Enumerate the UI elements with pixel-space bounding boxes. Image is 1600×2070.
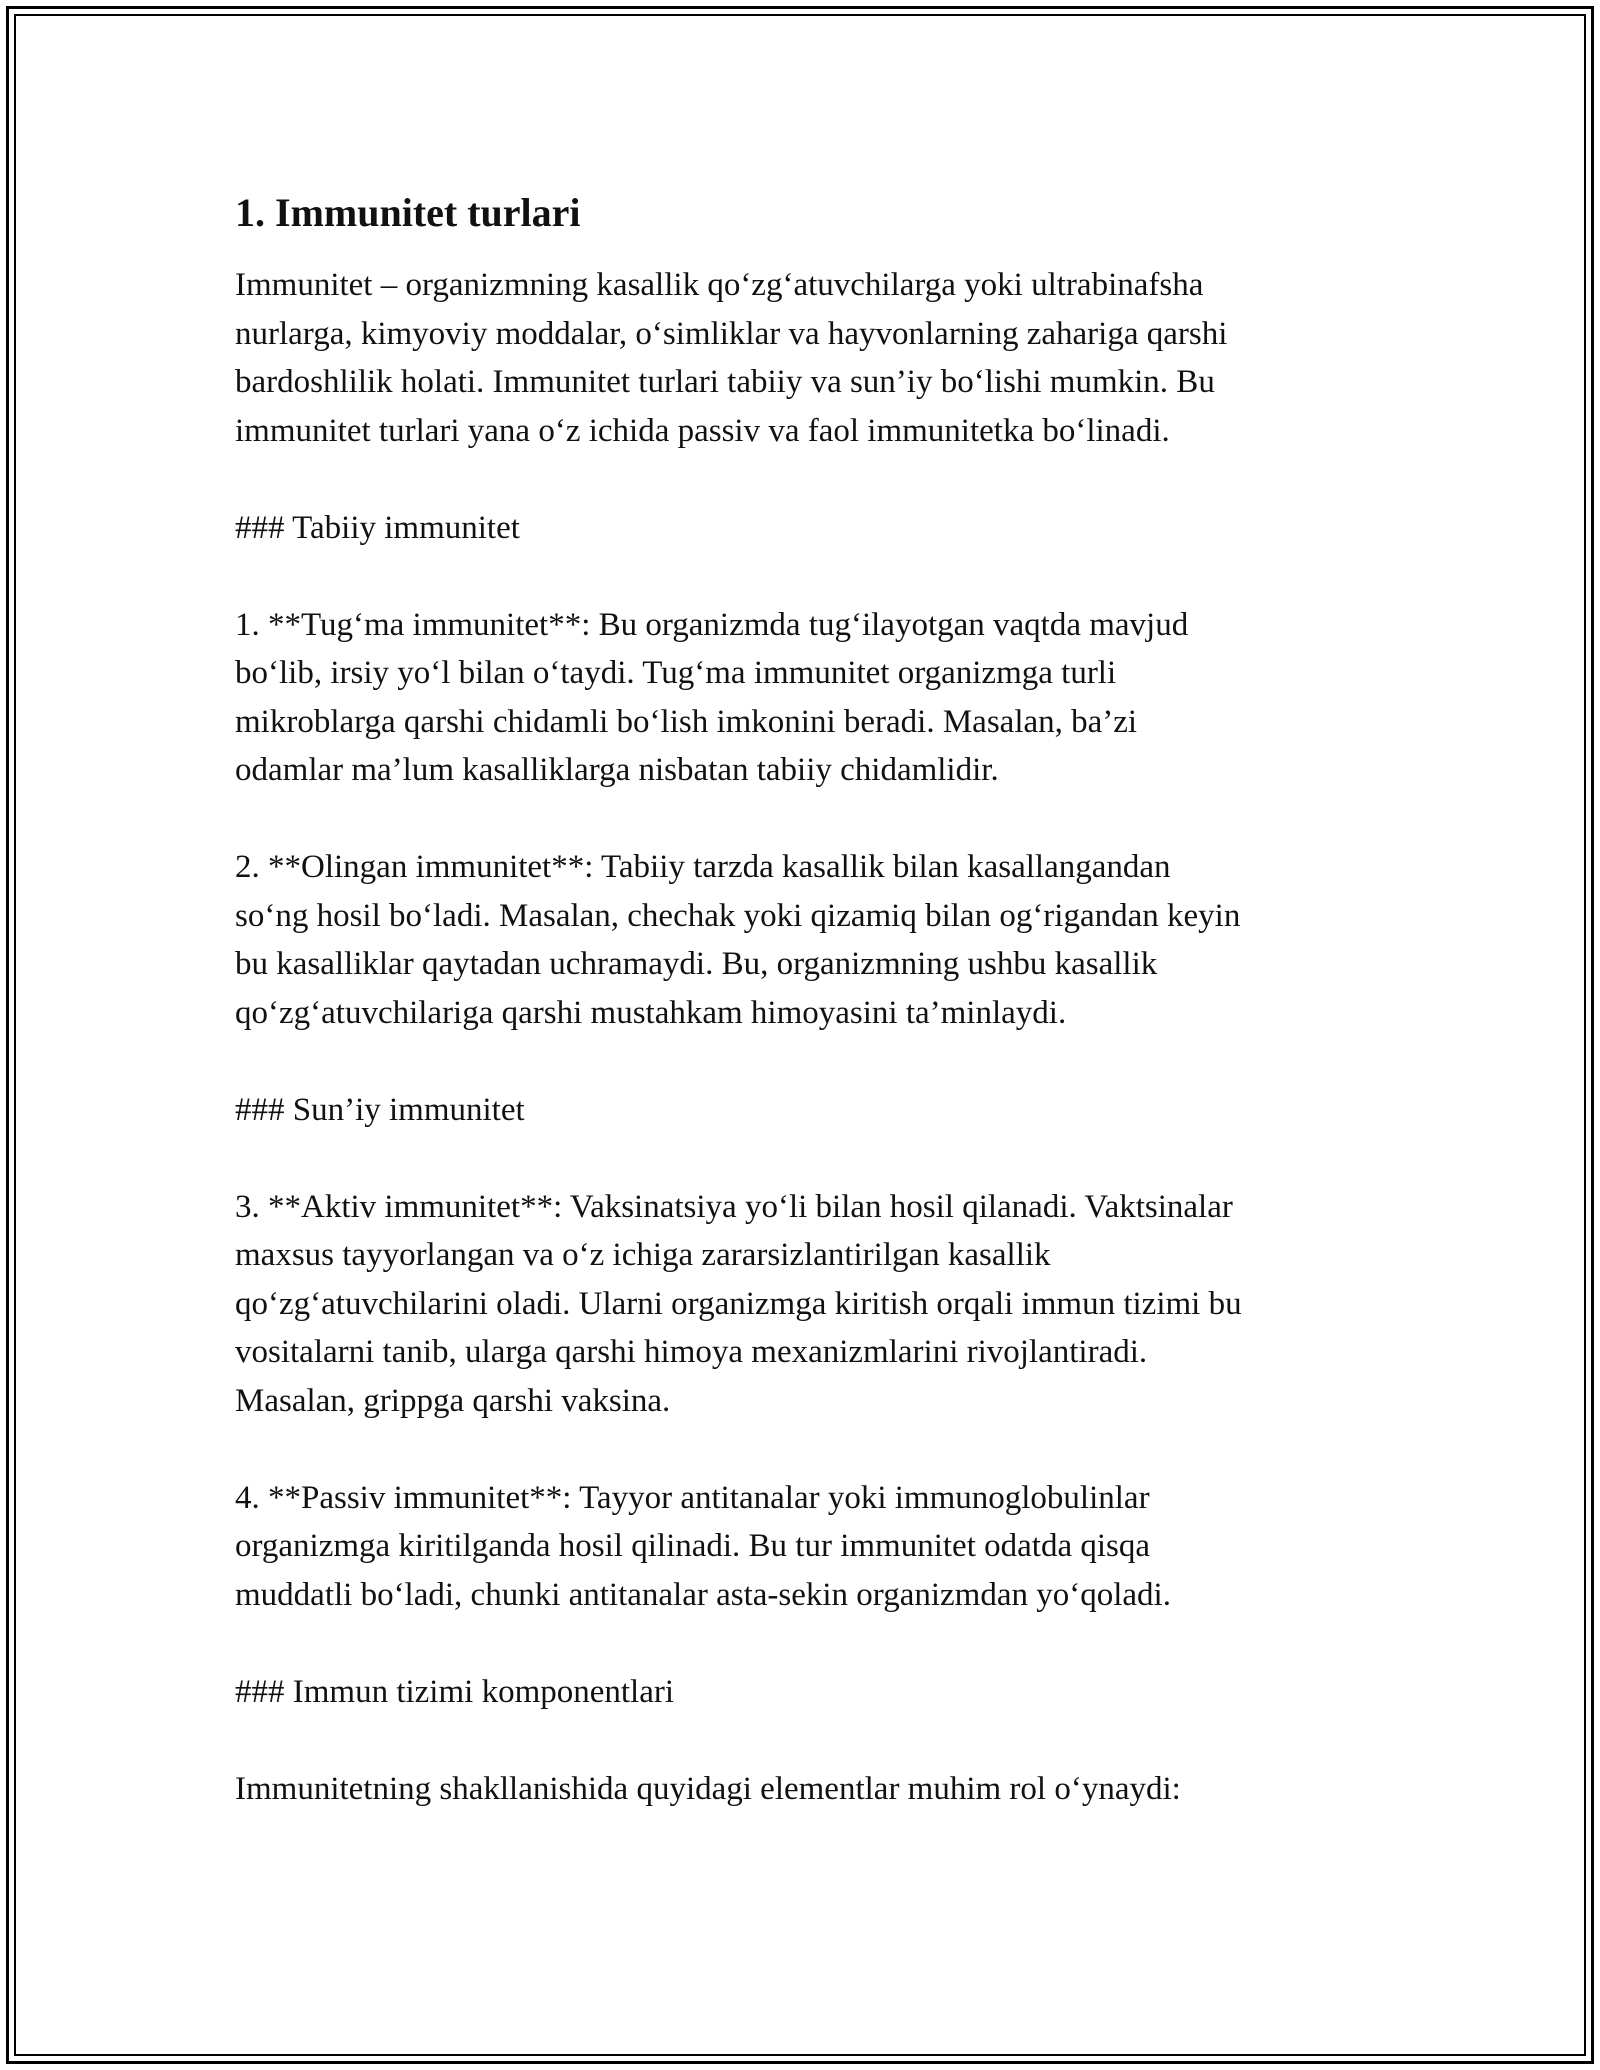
paragraph-components-intro: Immunitetning shakllanishida quyidagi elementlar muhim rol o‘ynaydi:: [235, 1770, 1181, 1807]
paragraph-active-immunity: 3. **Aktiv immunitet**: Vaksinatsiya yo‘li bilan hosil qilanadi. Vaktsinalar maxsus tayyorlangan va o‘z ichiga zararsizlantirilgan kasallik qo‘zg‘atuvchilarini oladi. Ularni organizmga kiritish orqali immun tizimi bu vositalarni tanib, ularga qarshi himoya mexanizmlarini rivojlantiradi. Masalan, grippga qarshi vaksina.: [235, 1188, 1242, 1419]
paragraph-intro: Immunitet – organizmning kasallik qo‘zg‘atuvchilarga yoki ultrabinafsha nurlarga, kimyoviy moddalar, o‘simliklar va hayvonlarning zahariga qarshi bardoshlilik holati. Immunitet turlari tabiiy va sun’iy bo‘lishi mumkin. Bu immunitet turlari yana o‘z ichida passiv va faol immunitetka bo‘linadi.: [235, 267, 1228, 449]
subheading-artificial-immunity: ### Sun’iy immunitet: [235, 1091, 525, 1128]
paragraph-innate-immunity: 1. **Tug‘ma immunitet**: Bu organizmda tug‘ilayotgan vaqtda mavjud bo‘lib, irsiy yo‘l bilan o‘taydi. Tug‘ma immunitet organizmga turli mikroblarga qarshi chidamli bo‘lish imkonini beradi. Masalan, ba’zi odamlar ma’lum kasalliklarga nisbatan tabiiy chidamlidir.: [235, 606, 1189, 788]
document-body: [235, 185, 1375, 1813]
subheading-immune-components: ### Immun tizimi komponentlari: [235, 1673, 675, 1710]
paragraph-acquired-immunity: 2. **Olingan immunitet**: Tabiiy tarzda kasallik bilan kasallangandan so‘ng hosil bo‘ladi. Masalan, chechak yoki qizamiq bilan og‘rigandan keyin bu kasalliklar qaytadan uchramaydi. Bu, organizmning ushbu kasallik qo‘zg‘atuvchilariga qarshi mustahkam himoyasini ta’minlaydi.: [235, 849, 1241, 1031]
paragraph-passive-immunity: 4. **Passiv immunitet**: Tayyor antitanalar yoki immunoglobulinlar organizmga kiritilganda hosil qilinadi. Bu tur immunitet odatda qisqa muddatli bo‘ladi, chunki antitanalar asta-sekin organizmdan yo‘qoladi.: [235, 1479, 1171, 1613]
document-title: 1. Immunitet turlari: [235, 190, 581, 235]
subheading-natural-immunity: ### Tabiiy immunitet: [235, 509, 520, 546]
